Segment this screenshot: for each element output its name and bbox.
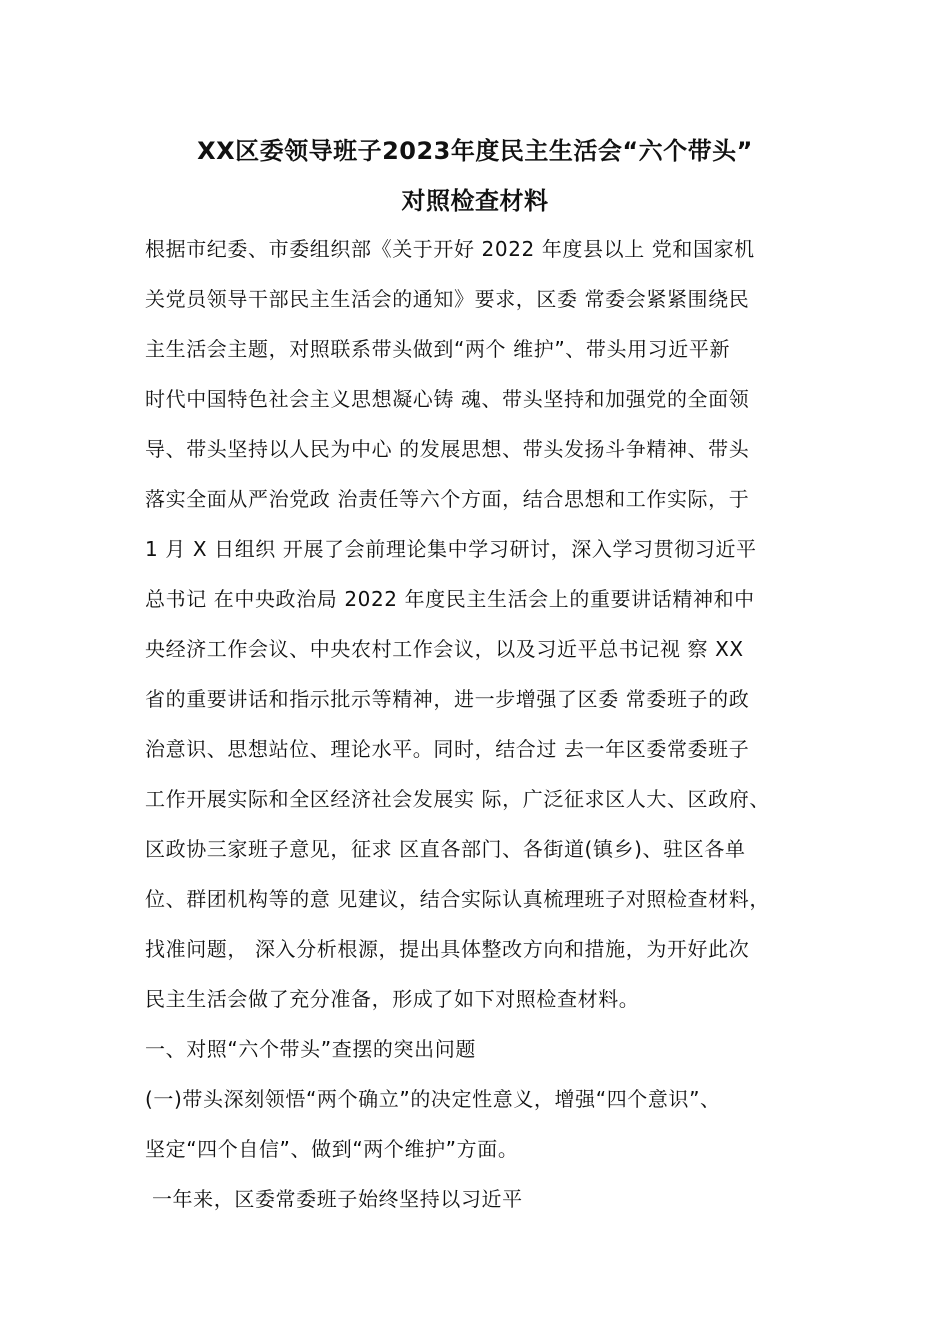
paragraph-line: 主生活会主题，对照联系带头做到“两个 维护”、带头用习近平新: [145, 337, 731, 361]
paragraph-line: 治意识、思想站位、理论水平。同时，结合过 去一年区委常委班子: [145, 737, 750, 761]
paragraph-line: 时代中国特色社会主义思想凝心铸 魂、带头坚持和加强党的全面领: [145, 387, 750, 411]
paragraph-line: 位、群团机构等的意 见建议，结合实际认真梳理班子对照检查材料，: [145, 887, 770, 911]
paragraph-line: 根据市纪委、市委组织部《关于开好 2022 年度县以上 党和国家机: [145, 237, 755, 261]
paragraph-line: 落实全面从严治党政 治责任等六个方面，结合思想和工作实际，于: [145, 487, 750, 511]
paragraph-line: 区政协三家班子意见，征求 区直各部门、各街道(镇乡)、驻区各单: [145, 837, 746, 861]
paragraph-line: 一年来，区委常委班子始终坚持以习近平: [145, 1187, 523, 1211]
document-title-line-1: XX区委领导班子2023年度民主生活会“六个带头”: [197, 137, 753, 165]
paragraph-line: 省的重要讲话和指示批示等精神，进一步增强了区委 常委班子的政: [145, 687, 750, 711]
paragraph-line: 总书记 在中央政治局 2022 年度民主生活会上的重要讲话精神和中: [145, 587, 755, 611]
paragraph-line: 找准问题， 深入分析根源，提出具体整改方向和措施，为开好此次: [145, 937, 750, 961]
paragraph-line: 关党员领导干部民主生活会的通知》要求，区委 常委会紧紧围绕民: [145, 287, 750, 311]
document-title-line-2: 对照检查材料: [401, 187, 549, 215]
paragraph-line: 央经济工作会议、中央农村工作会议，以及习近平总书记视 察 XX: [145, 637, 744, 661]
paragraph-line: 民主生活会做了充分准备，形成了如下对照检查材料。: [145, 987, 640, 1011]
paragraph-line: 工作开展实际和全区经济社会发展实 际，广泛征求区人大、区政府、: [145, 787, 770, 811]
subsection-heading-line: (一)带头深刻领悟“两个确立”的决定性意义，增强“四个意识”、: [145, 1087, 721, 1111]
paragraph-line: 导、带头坚持以人民为中心 的发展思想、带头发扬斗争精神、带头: [145, 437, 750, 461]
section-heading: 一、对照“六个带头”查摆的突出问题: [145, 1037, 476, 1061]
paragraph-line: 1 月 X 日组织 开展了会前理论集中学习研讨，深入学习贯彻习近平: [145, 537, 757, 561]
subsection-heading-line: 坚定“四个自信”、做到“两个维护”方面。: [145, 1137, 519, 1161]
